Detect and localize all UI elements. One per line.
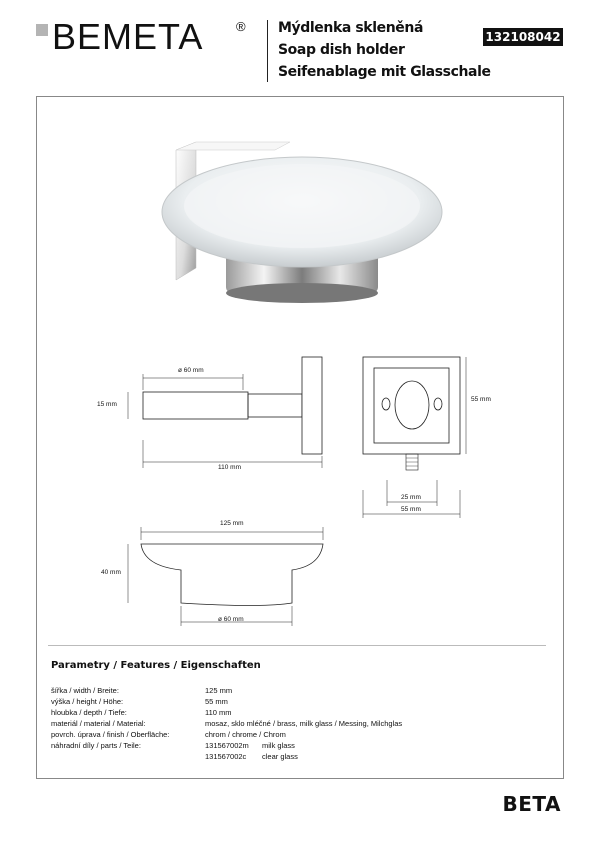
param-label: povrch. úprava / finish / Oberfläche:	[51, 730, 170, 739]
param-label: náhradní díly / parts / Teile:	[51, 741, 141, 750]
param-value: 125 mm	[205, 686, 233, 695]
product-photo	[162, 142, 442, 303]
side-length-label: 110 mm	[218, 464, 241, 471]
params-heading: Parametry / Features / Eigenschaften	[51, 660, 261, 671]
dish-view-drawing	[128, 527, 323, 626]
brand-logo: BEMETA	[52, 16, 204, 57]
param-value: 55 mm	[205, 697, 228, 706]
dish-base-label: ø 60 mm	[218, 616, 244, 623]
param-extra: milk glass	[262, 741, 295, 750]
front-height-label: 55 mm	[471, 396, 491, 403]
dish-height-label: 40 mm	[101, 569, 121, 576]
dish-width-label: 125 mm	[220, 520, 244, 527]
registered-mark: ®	[236, 19, 246, 34]
front-hole-label: 25 mm	[401, 494, 421, 501]
product-code-badge: 132108042	[483, 28, 563, 46]
param-value: chrom / chrome / Chrom	[205, 730, 286, 739]
param-value: 110 mm	[205, 708, 232, 717]
side-diameter-label: ø 60 mm	[178, 367, 204, 374]
title-de: Seifenablage mit Glasschale	[278, 64, 491, 80]
side-height-label: 15 mm	[97, 401, 117, 408]
title-en: Soap dish holder	[278, 42, 405, 58]
side-view-drawing	[128, 357, 322, 468]
front-width-label: 55 mm	[401, 506, 421, 513]
param-value: mosaz, sklo mléčné / brass, milk glass / Messing, Milchglas	[205, 719, 403, 728]
param-label: materiál / material / Material:	[51, 719, 146, 728]
param-value: 131567002c	[205, 752, 247, 761]
param-label: výška / height / Höhe:	[51, 697, 124, 706]
param-label: hloubka / depth / Tiefe:	[51, 708, 127, 717]
param-extra: clear glass	[262, 752, 298, 761]
param-label: šířka / width / Breite:	[51, 686, 119, 695]
param-value: 131567002m	[205, 741, 249, 750]
params-divider	[48, 645, 546, 646]
series-name: BETA	[502, 792, 561, 816]
title-cz: Mýdlenka skleněná	[278, 20, 423, 36]
